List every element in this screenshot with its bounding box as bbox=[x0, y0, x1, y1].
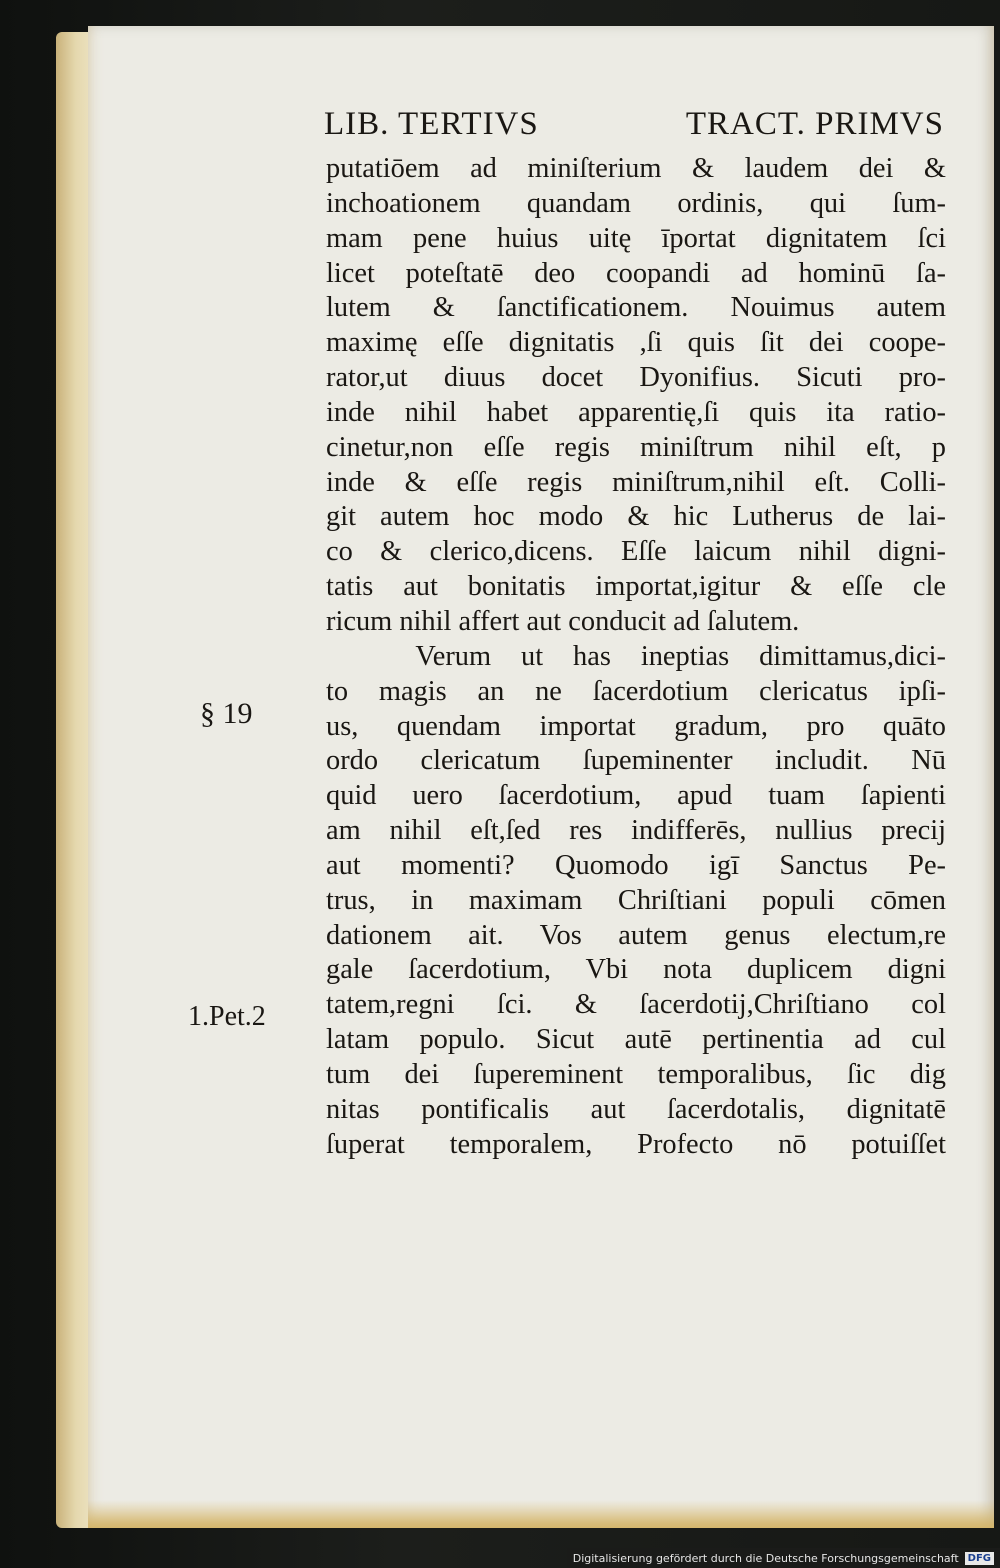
text-line: Verum ut has ineptias dimittamus,dici- bbox=[326, 640, 946, 672]
paper-page bbox=[88, 26, 994, 1528]
text-line: maximę eſſe dignitatis ,ſi quis ſit dei coope- bbox=[326, 327, 946, 359]
digitization-footer bbox=[567, 1548, 1000, 1568]
text-line: quid uero ſacerdotium, apud tuam ſapienti bbox=[326, 780, 946, 812]
footer-credit: Digitalisierung gefördert durch die Deutsche Forschungsgemeinschaft bbox=[572, 1551, 959, 1565]
text-line: cinetur,non eſſe regis miniſtrum nihil eſt, p bbox=[326, 431, 946, 463]
text-line: git autem hoc modo & hic Lutherus de lai- bbox=[326, 501, 946, 533]
text-line: co & clerico,dicens. Eſſe laicum nihil digni- bbox=[326, 536, 946, 568]
text-block bbox=[326, 152, 946, 1162]
text-line: dationem ait. Vos autem genus electum,re bbox=[326, 919, 946, 951]
margin-note-section: § 19 bbox=[200, 697, 253, 730]
running-head-right: TRACT. PRIMVS bbox=[685, 106, 944, 142]
text-line: ſuperat temporalem, Profecto nō potuiſſet bbox=[326, 1128, 946, 1160]
text-line: inde & eſſe regis miniſtrum,nihil eſt. Colli- bbox=[326, 466, 946, 498]
text-line: inde nihil habet apparentię,ſi quis ita ratio- bbox=[326, 396, 946, 428]
text-line: tatem,regni ſci. & ſacerdotij,Chriſtiano col bbox=[326, 989, 946, 1021]
text-line: ordo clericatum ſupeminenter includit. Nū bbox=[326, 745, 946, 777]
text-line: trus, in maximam Chriſtiani populi cōmen bbox=[326, 884, 946, 916]
margin-note-reference: 1.Pet.2 bbox=[188, 1001, 266, 1032]
text-line: rator,ut diuus docet Dyonifius. Sicuti pro- bbox=[326, 362, 946, 394]
text-line: ricum nihil affert aut conducit ad ſalutem. bbox=[326, 605, 800, 637]
running-head bbox=[324, 106, 944, 143]
text-line: inchoationem quandam ordinis, qui ſum- bbox=[326, 187, 946, 219]
dfg-logo: DFG bbox=[965, 1552, 994, 1565]
text-line: am nihil eſt,ſed res indifferēs, nullius precij bbox=[326, 815, 946, 847]
text-line: putatiōem ad miniſterium & laudem dei & bbox=[326, 153, 946, 184]
text-line: mam pene huius uitę īportat dignitatem ſci bbox=[326, 222, 946, 254]
text-line: nitas pontificalis aut ſacerdotalis, dignitatē bbox=[326, 1093, 946, 1125]
text-line: to magis an ne ſacerdotium clericatus ipſi- bbox=[326, 675, 946, 707]
text-line: gale ſacerdotium, Vbi nota duplicem digni bbox=[326, 954, 946, 986]
text-line: tatis aut bonitatis importat,igitur & eſſe cle bbox=[326, 571, 946, 603]
text-line: latam populo. Sicut autē pertinentia ad cul bbox=[326, 1024, 946, 1056]
text-line: aut momenti? Quomodo igī Sanctus Pe- bbox=[326, 849, 946, 881]
text-line: tum dei ſupereminent temporalibus, ſic dig bbox=[326, 1058, 946, 1090]
text-line: lutem & ſanctificationem. Nouimus autem bbox=[326, 292, 946, 324]
text-line: licet poteſtatē deo coopandi ad hominū ſa- bbox=[326, 257, 946, 289]
text-line: us, quendam importat gradum, pro quāto bbox=[326, 710, 946, 742]
running-head-left: LIB. TERTIVS bbox=[324, 106, 539, 142]
